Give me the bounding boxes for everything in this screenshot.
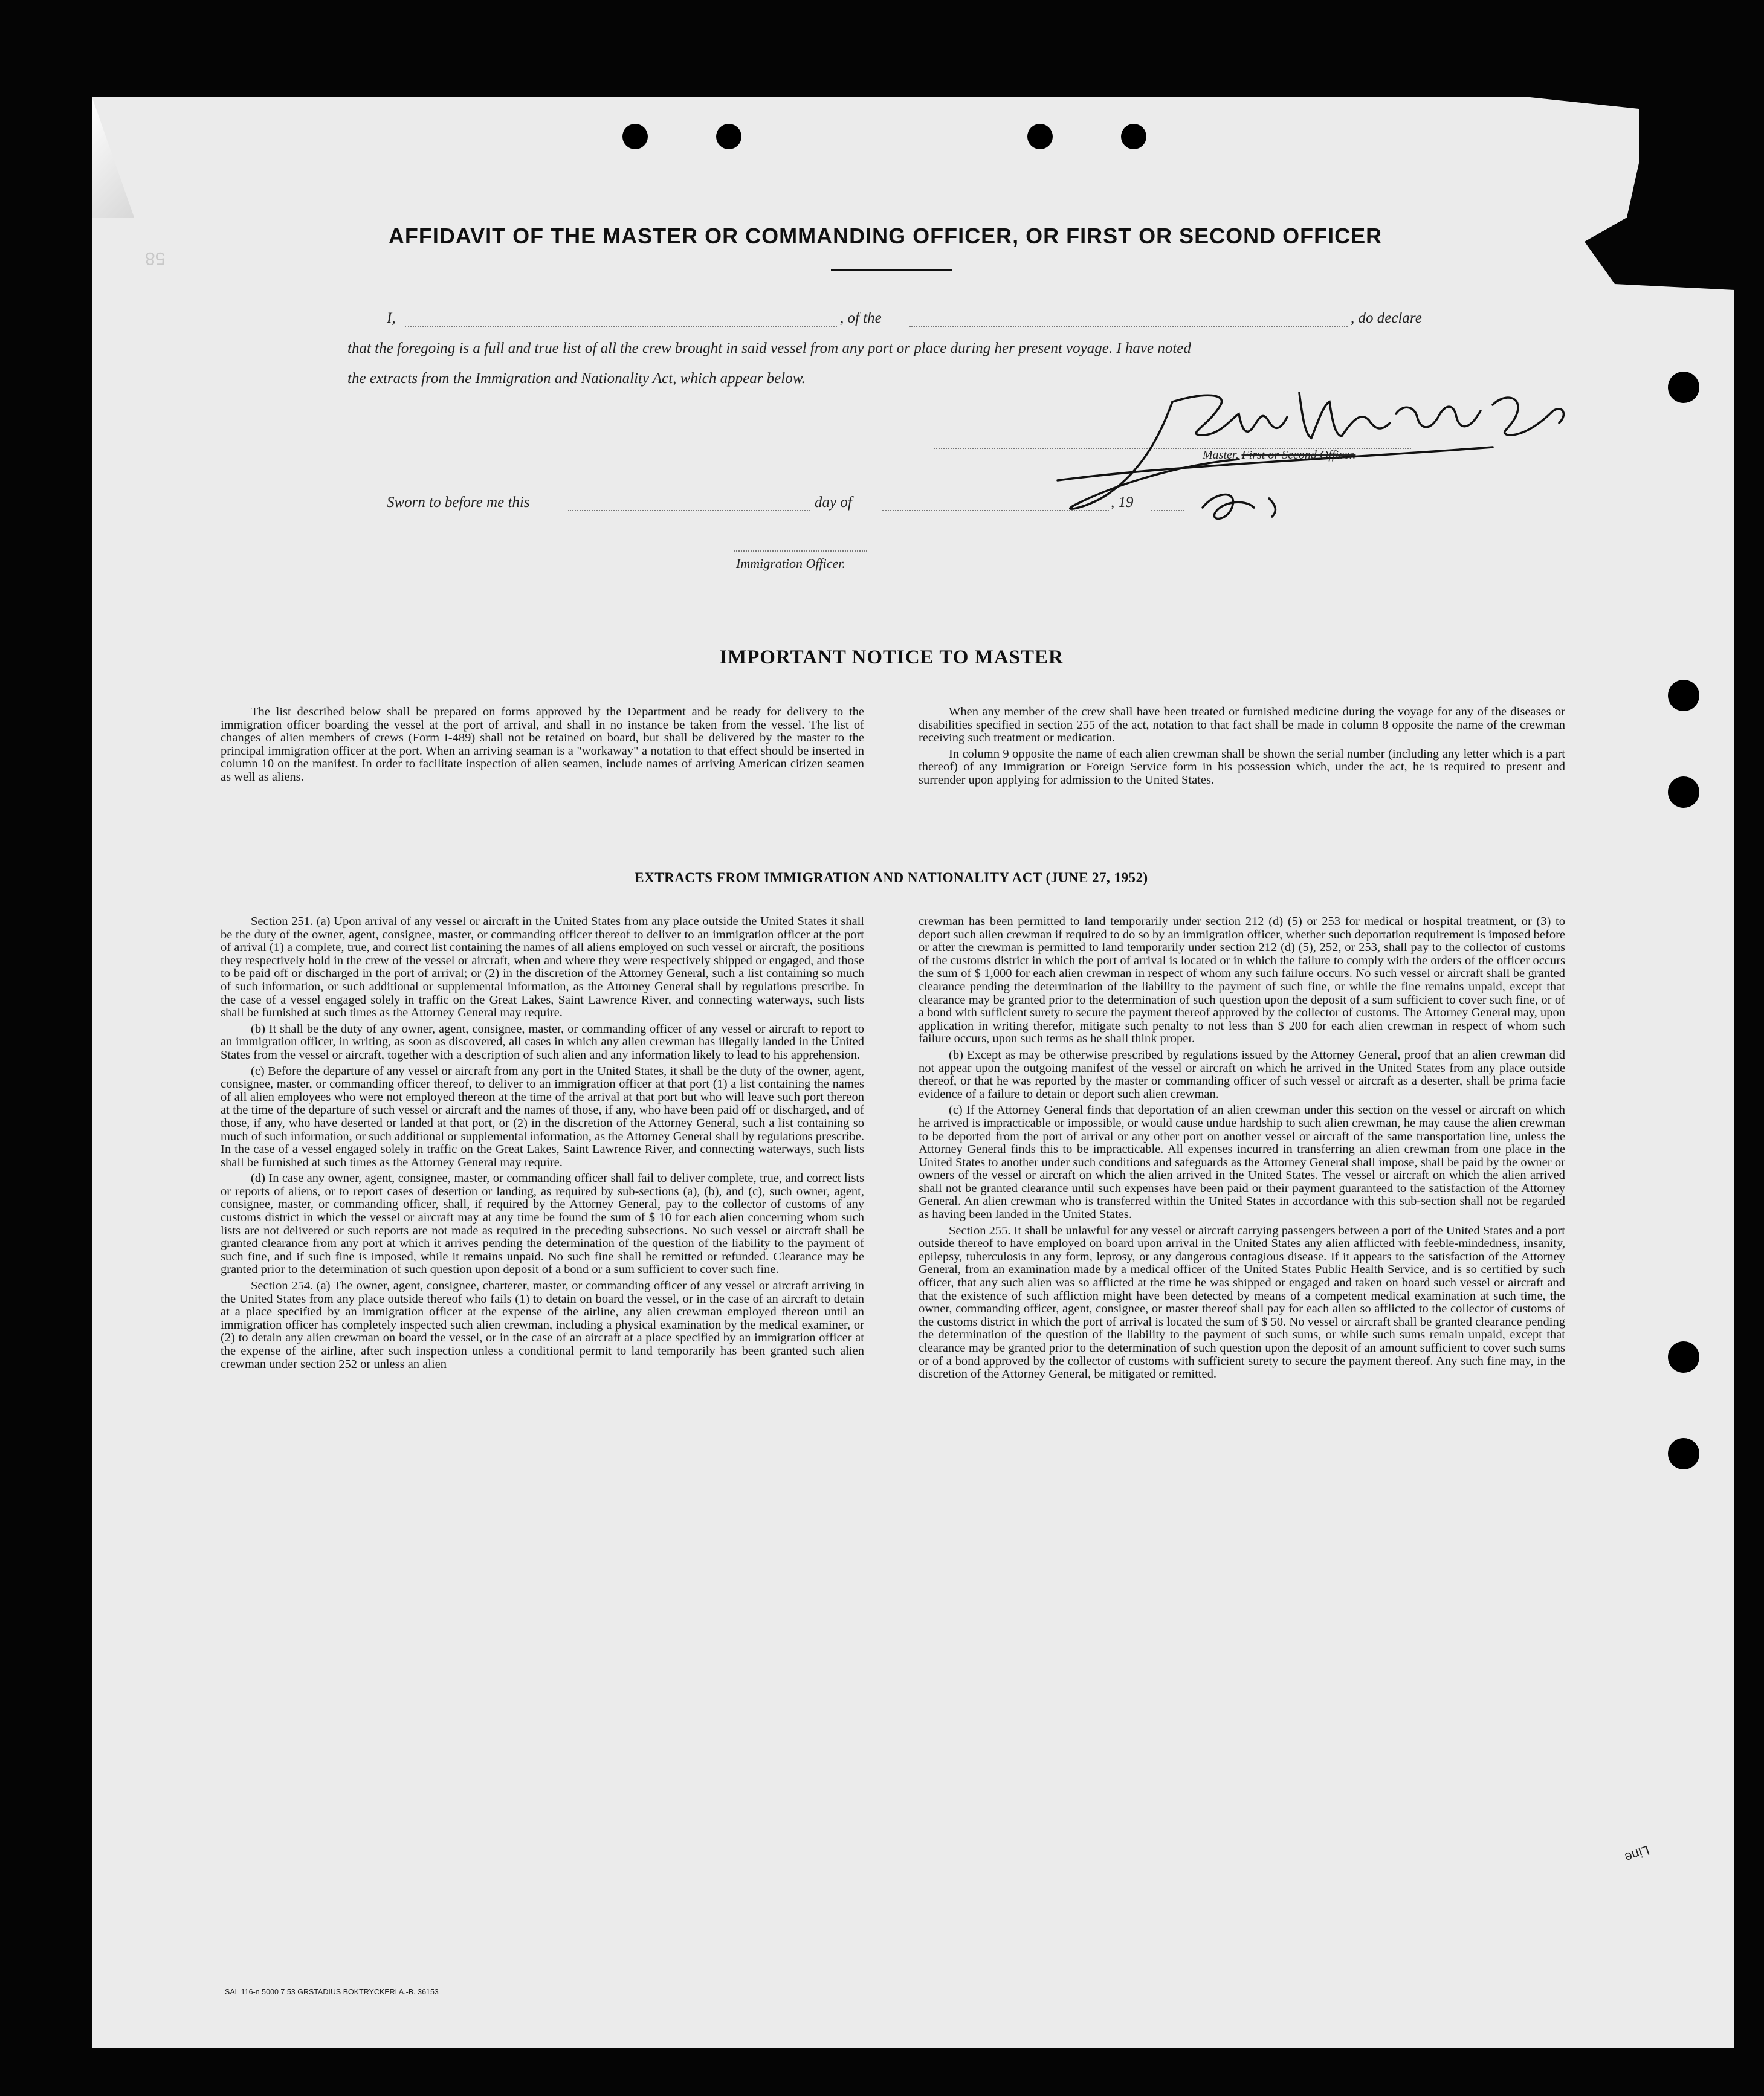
punch-hole [1668,372,1699,403]
punch-hole [1668,680,1699,711]
declaration-line-2: that the foregoing is a full and true list of all the crew brought in said vessel from any port or place during her present voyage. I have noted [347,340,1191,356]
sworn-day-blank-line [568,509,810,511]
sworn-year-blank-line [1151,509,1184,511]
sworn-year: , 19 [1111,494,1134,511]
section-251a: Section 251. (a) Upon arrival of any vessel or aircraft in the United States from any place outside the United States it shall be the duty of the owner, agent, consignee, master, or commanding officer thereof to deliver to an immigration officer at the port of arrival (1) a complete, true, and correct list containing the names of all aliens employed on such vessel or aircraft, the positions they respectively hold in the crew of the vessel or aircraft, when and where they were respectively shipped or engaged, and those to be paid off or discharged in the port of arrival; or (2) in the discretion of the Attorney General, such a list containing so much of such information, or such additional or supplemental information, as the Attorney General shall by regulations prescribe. In the case of a vessel engaged solely in traffic on the Great Lakes, Saint Lawrence River, and connecting waterways, such lists shall be furnished at such times as the Attorney General may require. [221,915,864,1020]
notice-right-column [919,706,1565,845]
margin-number: 58 [145,248,166,268]
notice-right-paragraph-2: In column 9 opposite the name of each alien crewman shall be shown the serial number (including any letter which is a part thereof) of any Immigration or Foreign Service form in his possession which, under the act, he is required to present and surrender upon applying for admission to the United States. [919,747,1565,787]
declaration-of-the: , of the [840,310,882,326]
master-label: Master, [1203,448,1239,462]
vessel-blank-line [909,325,1348,327]
immigration-officer-line [734,550,867,552]
extracts-heading: EXTRACTS FROM IMMIGRATION AND NATIONALITY ACT (JUNE 27, 1952) [635,870,1148,885]
notice-heading: IMPORTANT NOTICE TO MASTER [719,647,1064,668]
title-rule [831,269,952,271]
notice-left-column [221,706,864,845]
punch-hole [1121,124,1146,149]
punch-hole [1668,1438,1699,1469]
declaration-do-declare: , do declare [1351,310,1422,326]
master-signature-label [1203,448,1355,462]
name-blank-line [405,325,837,327]
sworn-day-of: day of [815,494,852,511]
section-254a-continued: crewman has been permitted to land temporarily under section 212 (d) (5) or 253 for medical or hospital treatment, or (3) to deport such alien crewman if required to do so by an immigration officer, whether such deportation requirement is imposed before or after the crewman is permitted to land temporarily under section 212 (d) (5), 252, or 253, shall pay to the collector of customs of the customs district in which the port of arrival is located or in which the failure to comply with the orders of the officer occurs the sum of $ 1,000 for each alien crewman in respect of whom any such failure occurs. No such vessel or aircraft shall be granted clearance pending the determination of the liability to the payment of such fine, or while the fine remains unpaid, except that clearance may be granted prior to the determination of such question upon the deposit of a sum sufficient to cover such fine, or of a bond with sufficient surety to secure the payment thereof approved by the collector of customs. The Attorney General may, upon application in writing therefor, mitigate such penalty to not less than $ 200 for each alien crewman in respect of whom such failure occurs, upon such terms as he shall think proper. [919,915,1565,1046]
struck-officer-label: First or Second Officer. [1241,448,1356,462]
section-251d: (d) In case any owner, agent, consignee, master, or commanding officer shall fail to deliver complete, true, and correct lists or reports of aliens, or to report cases of desertion or landing, as required by sub-sections (a), (b), and (c), such owner, agent, consignee, master, or commanding officer, shall, if required by the Attorney General, pay to the collector of customs of any customs district in which the vessel or aircraft may at any time be found the sum of $ 10 for each alien concerning whom such lists are not delivered or such reports are not made as required in the preceding subsections. No such vessel or aircraft shall be granted clearance from any port at which it arrives pending the determination of the question of the liability to the payment of such fine, and if such fine is imposed, while it remains unpaid. No such fine shall be remitted or refunded. Clearance may be granted prior to the determination of such question upon deposit of a bond or a sum sufficient to cover such fine. [221,1172,864,1277]
extracts-left-column [221,915,864,1740]
notice-left-paragraph: The list described below shall be prepared on forms approved by the Department and be ready for delivery to the immigration officer boarding the vessel at the port of arrival, and shall in no instance be taken from the vessel. The list of changes of alien members of crews (Form I-489) shall not be retained on board, but shall be delivered by the master to the principal immigration officer at the port. When an arriving seaman is a "workaway" a notation to that effect should be inserted in column 10 on the manifest. In order to facilitate inspection of alien seamen, include names of arriving American citizen seamen as well as aliens. [221,706,864,784]
extracts-right-column [919,915,1565,1740]
declaration-i: I, [387,310,396,326]
section-254b: (b) Except as may be otherwise prescribed by regulations issued by the Attorney General, proof that an alien crewman did not appear upon the outgoing manifest of the vessel or aircraft on which he arrived in the United States from any place outside thereof, or that he was reported by the master or commanding officer of such vessel or aircraft as a deserter, shall be prima facie evidence of a failure to detain or deport such alien crewman. [919,1048,1565,1101]
section-254c: (c) If the Attorney General finds that deportation of an alien crewman under this section on the vessel or aircraft on which he arrived is impracticable or impossible, or would cause undue hardship to such alien crewman, he may cause the alien crewman to be deported from the port of arrival or any other port on another vessel or aircraft of the same transportation line, unless the Attorney General finds this to be impracticable. All expenses incurred in transferring an alien crewman from one place in the United States to another under such conditions and safeguards as the Attorney General shall impose, shall be paid by the owner or owners of the vessel or aircraft on which the alien arrived in the United States. The vessel or aircraft on which the alien arrived shall not be granted clearance until such expenses have been paid or their payment guaranteed to the satisfaction of the Attorney General. An alien crewman who is transferred within the United States in accordance with this sub-section shall not be regarded as having been landed in the United States. [919,1103,1565,1222]
punch-hole [622,124,648,149]
punch-hole [1027,124,1053,149]
affidavit-title: AFFIDAVIT OF THE MASTER OR COMMANDING OFFICER, OR FIRST OR SECOND OFFICER [388,224,1383,248]
punch-hole [1668,776,1699,808]
sworn-month-blank-line [882,509,1109,511]
section-254a: Section 254. (a) The owner, agent, consignee, charterer, master, or commanding officer of any vessel or aircraft arriving in the United States from any place outside thereof who fails (1) to detain on board the vessel, or in the case of an aircraft to detain at a place specified by an immigration officer at the expense of the airline, any alien crewman employed thereon until an immigration officer has completely inspected such alien crewman, including a physical examination by the medical examiner, or (2) to detain any alien crewman on board the vessel, or in the case of an aircraft at a place specified by an immigration officer at the expense of the airline, after such inspection unless a conditional permit to land temporarily has been granted such alien crewman under section 252 or unless an alien [221,1279,864,1371]
immigration-officer-label: Immigration Officer. [736,556,845,571]
section-255: Section 255. It shall be unlawful for any vessel or aircraft carrying passengers between a port of the United States and a port outside thereof to have employed on board upon arrival in the United States any alien afflicted with feeble-mindedness, insanity, epilepsy, tuberculosis in any form, leprosy, or any dangerous contagious disease. If it appears to the satisfaction of the Attorney General, from an examination made by a medical officer of the United States Public Health Service, and is so certified by such officer, that any such alien was so afflicted at the time he was shipped or engaged and taken on board such vessel or aircraft and that the existence of such affliction might have been detected by means of a competent medical examination at such time, the owner, commanding officer, agent, consignee, or master thereof shall pay for each alien so afflicted to the collector of customs of the customs district in which the port of arrival is located the sum of $ 50. No vessel or aircraft shall be granted clearance pending the determination of the question of the liability to the payment of such sums, or while such sums remain unpaid, except that clearance may be granted prior to the determination of such question upon the deposit of an amount sufficient to cover such sums or of a bond approved by the collector of customs with sufficient surety to secure the payment thereof. Any such fine may, in the discretion of the Attorney General, be mitigated or remitted. [919,1224,1565,1381]
line-stamp: Line [1623,1842,1652,1866]
section-251b: (b) It shall be the duty of any owner, agent, consignee, master, or commanding officer of any vessel or aircraft to report to an immigration officer, in writing, as soon as discovered, all cases in which any alien crewman has illegally landed in the United States from the vessel or aircraft, together with a description of such alien and any information likely to lead to his apprehension. [221,1022,864,1062]
punch-hole [1668,1341,1699,1373]
sworn-text: Sworn to before me this [387,494,530,511]
declaration-line-3: the extracts from the Immigration and Nationality Act, which appear below. [347,370,806,387]
notice-right-paragraph-1: When any member of the crew shall have been treated or furnished medicine during the voyage for any of the diseases or disabilities specified in section 255 of the act, notation to that fact shall be made in column 8 opposite the name of the crewman receiving such treatment or medication. [919,706,1565,745]
form-printer-code: SAL 116-n 5000 7 53 GRSTADIUS BOKTRYCKERI A.-B. 36153 [225,1988,439,1996]
punch-hole [716,124,741,149]
section-251c: (c) Before the departure of any vessel or aircraft from any port in the United States, it shall be the duty of the owner, agent, consignee, master, or commanding officer thereof, to deliver to an immigration officer at that port (1) a list containing the names of all alien employees who were not employed thereon at the time of the arrival at that port but who will leave such port thereon at the time of the departure of such vessel or aircraft and the names of those, if any, who have been paid off or discharged, and of those, if any, who have deserted or landed at that port, or (2) in the discretion of the Attorney General, such a list containing so much of such information, or such additional or supplemental information, as the Attorney General shall by regulations prescribe. In the case of a vessel engaged solely in traffic on the Great Lakes, Saint Lawrence River, and connecting waterways, such lists shall be furnished at such times as the Attorney General may require. [221,1064,864,1169]
